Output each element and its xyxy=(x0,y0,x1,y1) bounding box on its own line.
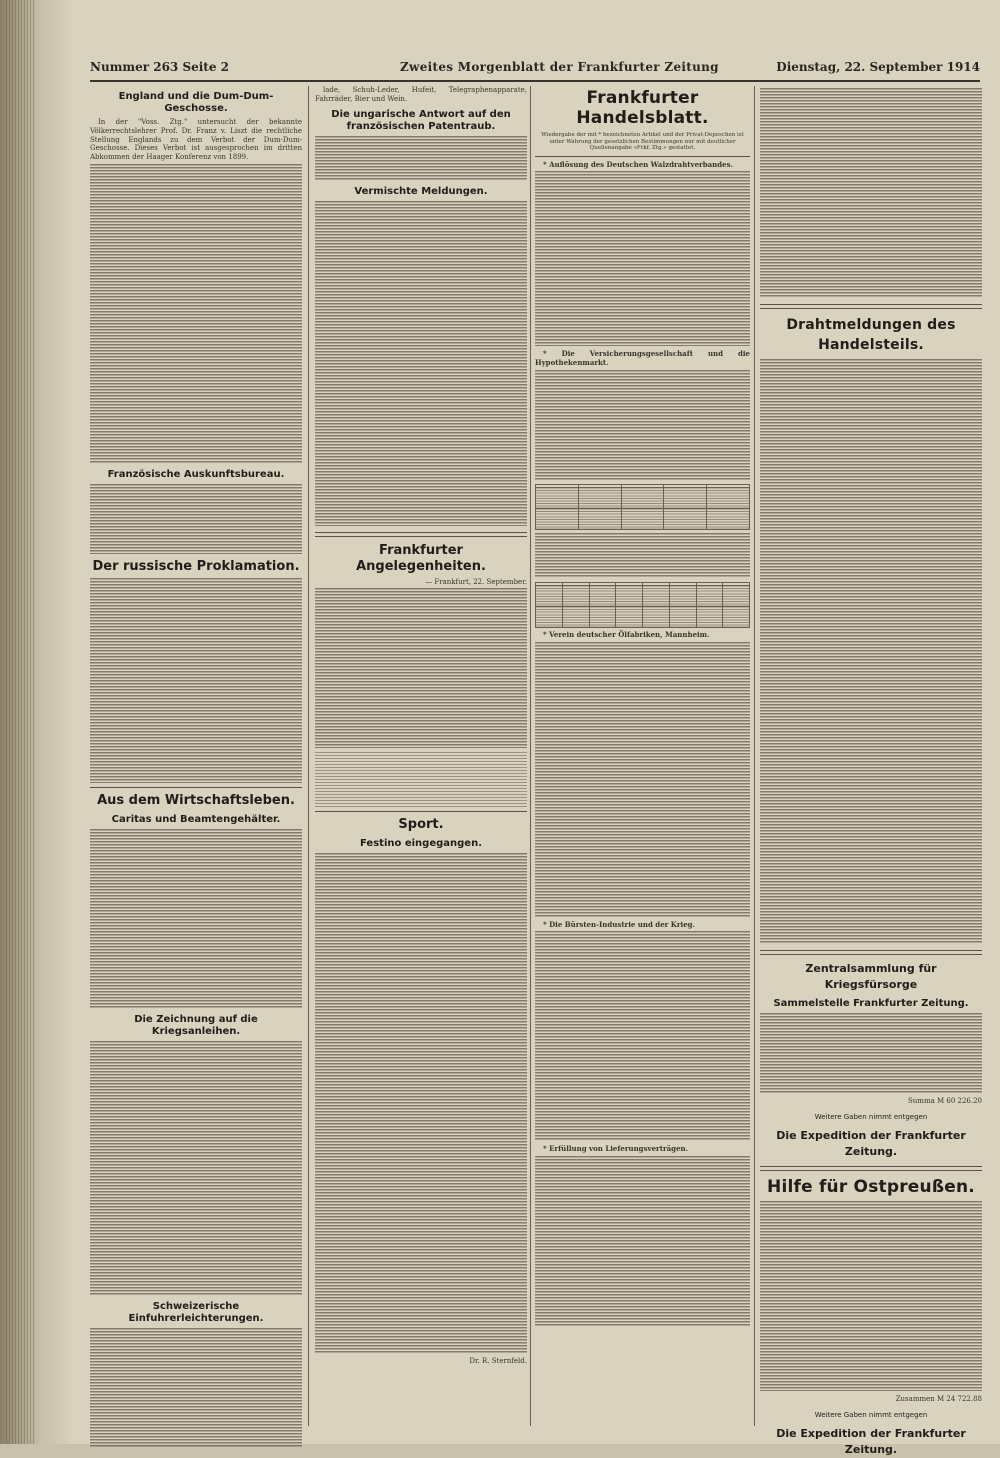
article-text-block xyxy=(535,931,750,1141)
article-text-block xyxy=(315,853,527,1353)
further-donations-note: Weitere Gaben nimmt entgegen xyxy=(814,1410,928,1419)
masthead xyxy=(90,58,980,82)
further-donations-note: Weitere Gaben nimmt entgegen xyxy=(814,1112,928,1121)
newspaper-title: Zweites Morgenblatt der Frankfurter Zeitung xyxy=(400,60,719,74)
subheadline-caritas: Caritas und Beamtengehälter. xyxy=(111,813,281,825)
book-binding xyxy=(0,0,70,1444)
subheadline-festino: Festino eingegangen. xyxy=(360,838,482,850)
column-4 xyxy=(760,86,982,1456)
article-text: In der "Voss. Ztg." untersucht der bekannte Völkerrechtslehrer Prof. Dr. Franz v. Liszt die rechtliche Stellung Englands zu dem Verbot der Dum-Dum-Geschosse. Dieses Verbot ist ausgesprochen im dritten Abkommen der Haager Konferenz von 1899. xyxy=(90,118,302,162)
statistics-table-2 xyxy=(535,582,750,628)
section-oelfabriken: * Verein deutscher Ölfabriken, Mannheim. xyxy=(543,629,710,639)
section-walzdraht: * Auflösung des Deutschen Walzdrahtverbandes. xyxy=(543,159,733,169)
dateline: — Frankfurt, 22. September. xyxy=(425,577,527,586)
column-1 xyxy=(90,86,302,1431)
section-versicherung: * Die Versicherungsgesellschaft und die Hypothekenmarkt. xyxy=(535,349,750,368)
article-text-block xyxy=(315,201,527,526)
article-text-block xyxy=(90,1041,302,1296)
article-signature: Dr. R. Sternfeld. xyxy=(469,1357,527,1366)
headline-ostpreussen: Hilfe für Ostpreußen. xyxy=(767,1176,975,1197)
article-text-block xyxy=(90,578,302,783)
newspaper-sheet xyxy=(70,40,990,1456)
donation-total-1: Summa M 60 226.20 xyxy=(908,1097,982,1105)
column-2 xyxy=(315,86,527,1431)
article-text-block xyxy=(535,642,750,917)
headline-schweiz: Schweizerische Einfuhrerleichterungen. xyxy=(128,1300,264,1324)
article-text-block xyxy=(315,136,527,181)
article-text: lade, Schuh-Leder, Hufeit, Telegraphenapparate, Fahrräder, Bier und Wein. xyxy=(315,86,527,103)
subheadline-sammelstelle: Sammelstelle Frankfurter Zeitung. xyxy=(773,998,969,1009)
article-text-block xyxy=(760,359,982,944)
article-text-block xyxy=(535,533,750,578)
headline-dumdum: England und die Dum-Dum-Geschosse. xyxy=(118,91,274,114)
headline-sport: Sport. xyxy=(398,817,444,833)
headline-auskunft: Französische Auskunftsbureau. xyxy=(107,468,285,480)
article-text-block xyxy=(90,829,302,1009)
article-text-block xyxy=(760,88,982,298)
article-text-block xyxy=(90,1328,302,1448)
headline-drahtmeldungen: Drahtmeldungen des Handelsteils. xyxy=(786,317,956,353)
headline-wirtschaft: Aus dem Wirtschaftsleben. xyxy=(97,792,295,808)
statistics-table-1 xyxy=(535,484,750,530)
expedition-notice-1: Die Expedition der Frankfurter Zeitung. xyxy=(776,1128,966,1158)
page-number: Nummer 263 Seite 2 xyxy=(90,60,230,74)
article-text-block xyxy=(90,164,302,464)
column-rule xyxy=(754,86,755,1426)
column-rule xyxy=(530,86,531,1426)
donation-total-2: Zusammen M 24 722.88 xyxy=(895,1394,982,1403)
headline-handelsblatt: Frankfurter Handelsblatt. xyxy=(576,88,709,128)
article-text-block xyxy=(535,171,750,346)
reprint-note: Wiedergabe der mit * bezeichneten Artikel und der Privat-Depeschen ist unter Wahrung der gesetzlichen Bestimmungen nur mit deutlicher Quellenangabe »Frkf. Ztg.« gestattet. xyxy=(541,132,744,151)
issue-date: Dienstag, 22. September 1914 xyxy=(776,60,980,74)
headline-frankfurt: Frankfurter Angelegenheiten. xyxy=(356,542,486,574)
headline-ungarn: Die ungarische Antwort auf den französischen Patentraub. xyxy=(331,108,511,132)
article-text-block xyxy=(535,1156,750,1326)
headline-kriegsanleihen: Die Zeichnung auf die Kriegsanleihen. xyxy=(134,1013,258,1037)
section-lieferung: * Erfüllung von Lieferungsverträgen. xyxy=(543,1144,689,1154)
headline-proklamation: Der russische Proklamation. xyxy=(92,558,300,574)
donation-list xyxy=(760,1013,982,1093)
article-text-block xyxy=(535,370,750,480)
column-3 xyxy=(535,86,750,1431)
article-text-block xyxy=(90,484,302,554)
column-rule xyxy=(308,86,309,1426)
section-buersten: * Die Bürsten-Industrie und der Krieg. xyxy=(543,919,695,929)
headline-vermischte: Vermischte Meldungen. xyxy=(354,185,488,197)
headline-zentralsammlung: Zentralsammlung für Kriegsfürsorge xyxy=(805,962,937,991)
article-text-block xyxy=(315,588,527,748)
expedition-notice-2: Die Expedition der Frankfurter Zeitung. xyxy=(776,1426,966,1456)
donation-list xyxy=(760,1201,982,1391)
article-text-block xyxy=(315,752,527,807)
